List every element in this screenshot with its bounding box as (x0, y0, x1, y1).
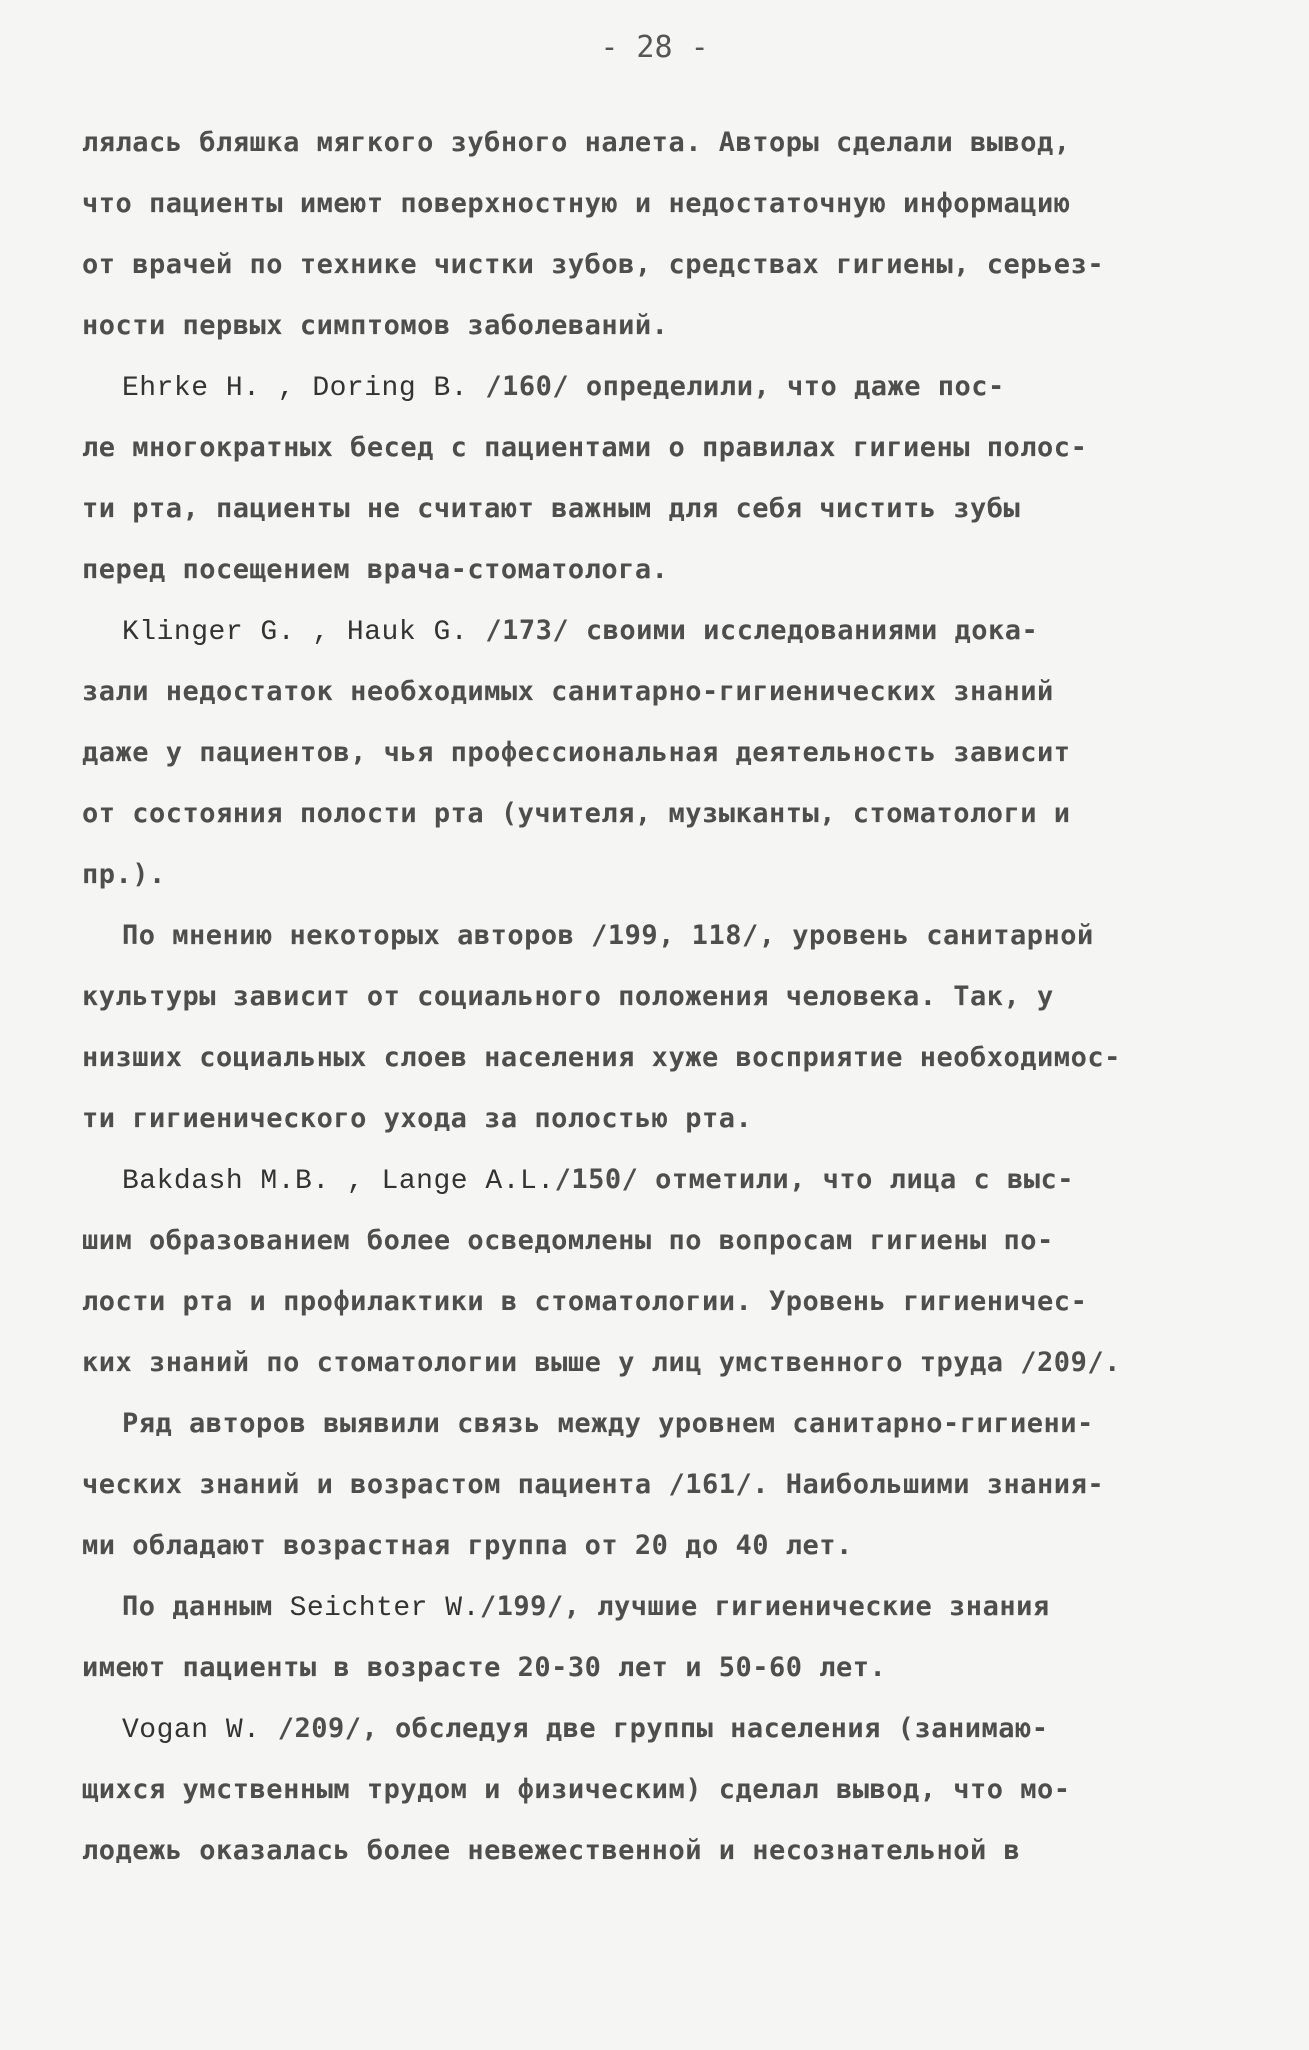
text-line-content: /199/, лучшие гигиенические знания (479, 1591, 1050, 1622)
text-line-content: от врачей по технике чистки зубов, средствах гигиены, серьез- (82, 249, 1105, 280)
text-line-content: имеют пациенты в возрасте 20-30 лет и 50-60 лет. (82, 1652, 887, 1683)
text-line (82, 417, 1237, 478)
text-line-content: даже у пациентов, чья профессиональная деятельность зависит (82, 737, 1071, 768)
text-line (82, 1027, 1237, 1088)
text-line-content: Ряд авторов выявили связь между уровнем санитарно-гигиени- (122, 1408, 1094, 1439)
text-line-content: ческих знаний и возрастом пациента /161/. Наибольшими знания- (82, 1469, 1105, 1500)
text-line-content: лости рта и профилактики в стоматологии. Уровень гигиеничес- (82, 1286, 1088, 1317)
author-names: Klinger G. , Hauk G. (122, 617, 486, 648)
text-line (82, 966, 1237, 1027)
text-line-content: что пациенты имеют поверхностную и недостаточную информацию (82, 188, 1071, 219)
text-line-content: от состояния полости рта (учителя, музыканты, стоматологи и (82, 798, 1071, 829)
text-line (82, 661, 1237, 722)
text-line-content: культуры зависит от социального положения человека. Так, у (82, 981, 1054, 1012)
text-line (82, 783, 1237, 844)
text-line (82, 1454, 1237, 1515)
text-line-content: ми обладают возрастная группа от 20 до 40 лет. (82, 1530, 853, 1561)
text-line (82, 722, 1237, 783)
text-line-content: перед посещением врача-стоматолога. (82, 554, 669, 585)
text-line-content: щихся умственным трудом и физическим) сделал вывод, что мо- (82, 1774, 1071, 1805)
text-line (82, 1820, 1237, 1881)
text-line-content: /150/ отметили, что лица с выс- (554, 1164, 1074, 1195)
text-line (82, 234, 1237, 295)
text-line-content: ности первых симптомов заболеваний. (82, 310, 669, 341)
text-line-content: ти гигиенического ухода за полостью рта. (82, 1103, 753, 1134)
text-line (82, 356, 1237, 417)
text-line (82, 1576, 1237, 1637)
text-line-content: низших социальных слоев населения хуже восприятие необходимос- (82, 1042, 1121, 1073)
text-line-content: ти рта, пациенты не считают важным для себя чистить зубы (82, 493, 1021, 524)
text-line (82, 600, 1237, 661)
text-line-content: пр.). (82, 859, 166, 890)
text-line (82, 1637, 1237, 1698)
text-line (82, 1088, 1237, 1149)
text-line-content: лодежь оказалась более невежественной и несознательной в (82, 1835, 1021, 1866)
page-number: - 28 - (600, 30, 709, 65)
text-line-content: ких знаний по стоматологии выше у лиц умственного труда /209/. (82, 1347, 1121, 1378)
author-names: Vogan W. (122, 1715, 278, 1746)
author-names: Seichter W. (289, 1593, 480, 1624)
text-line-content: /160/ определили, что даже пос- (485, 371, 1005, 402)
text-line-content: шим образованием более осведомлены по вопросам гигиены по- (82, 1225, 1054, 1256)
text-line (82, 844, 1237, 905)
text-line-lead: По данным (122, 1591, 290, 1622)
text-line (82, 1698, 1237, 1759)
text-line-content: зали недостаток необходимых санитарно-гигиенических знаний (82, 676, 1054, 707)
text-line (82, 173, 1237, 234)
text-line (82, 1393, 1237, 1454)
text-line (82, 295, 1237, 356)
text-line (82, 1210, 1237, 1271)
text-line (82, 1515, 1237, 1576)
text-line-content: ле многократных бесед с пациентами о правилах гигиены полос- (82, 432, 1088, 463)
text-line-content: /209/, обследуя две группы населения (занимаю- (277, 1713, 1049, 1744)
text-line (82, 112, 1237, 173)
text-line (82, 478, 1237, 539)
text-line (82, 539, 1237, 600)
body-text (82, 112, 1237, 1881)
text-line (82, 905, 1237, 966)
author-names: Bakdash M.B. , Lange A.L. (122, 1166, 555, 1197)
text-line-content: По мнению некоторых авторов /199, 118/, уровень санитарной (122, 920, 1094, 951)
author-names: Ehrke H. , Doring B. (122, 373, 486, 404)
text-line (82, 1149, 1237, 1210)
text-line (82, 1271, 1237, 1332)
text-line-content: лялась бляшка мягкого зубного налета. Авторы сделали вывод, (82, 127, 1071, 158)
text-line-content: /173/ своими исследованиями дока- (485, 615, 1039, 646)
text-line (82, 1332, 1237, 1393)
text-line (82, 1759, 1237, 1820)
